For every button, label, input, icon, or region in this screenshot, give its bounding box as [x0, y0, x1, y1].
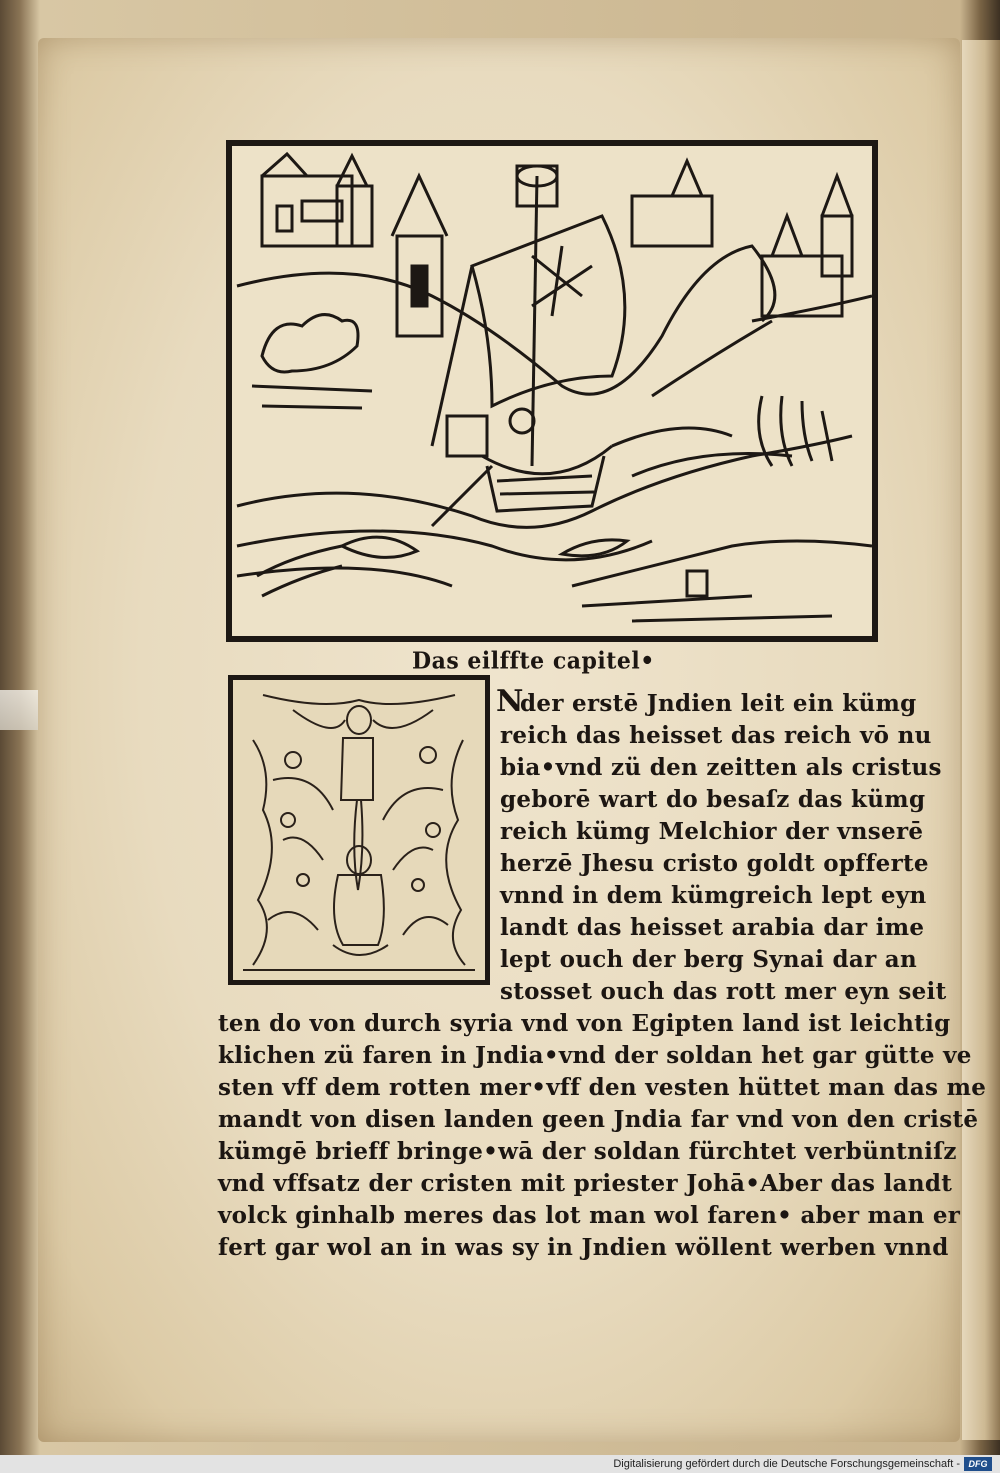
ship-scene-drawing: [232, 146, 872, 636]
text-line: kümgē brieff bringe•wā der soldan fürchtet verbüntniſz: [218, 1138, 957, 1165]
initial-letter: N: [496, 684, 524, 719]
text-line: reich kümg Melchior der vnserē: [500, 818, 924, 845]
text-line: reich das heisset das reich vō nu: [500, 722, 932, 749]
text-line: klichen zü faren in Jndia•vnd der soldan het gar gütte ve: [218, 1042, 972, 1069]
text-line: herzē Jhesu cristo goldt opfferte: [500, 850, 929, 877]
text-line: vnd vffsatz der cristen mit priester Johā•Aber das landt: [218, 1170, 953, 1197]
text-line: der erstē Jndien leit ein kümg: [520, 690, 917, 717]
text-line: bia•vnd zü den zeitten als cristus: [500, 754, 942, 781]
dfg-logo: DFG: [964, 1457, 992, 1471]
text-line: lept ouch der berg Synai dar an: [500, 946, 918, 973]
woodcut-ship-illustration: [226, 140, 878, 642]
text-line: landt das heisset arabia dar ime: [500, 914, 925, 941]
text-line: sten vff dem rotten mer•vff den vesten hüttet man das me: [218, 1074, 987, 1101]
text-line: volck ginhalb meres das lot man wol faren• aber man er: [218, 1202, 961, 1229]
text-line: geborē wart do besaſz das kümg: [500, 786, 926, 813]
footer-credit: Digitalisierung gefördert durch die Deutsche Forschungsgemeinschaft -: [613, 1458, 960, 1470]
facing-page-edge: [962, 40, 1000, 1440]
chapter-title: Das eilffte capitel•: [412, 646, 655, 676]
text-line: ten do von durch syria vnd von Egipten land ist leichtig: [218, 1010, 951, 1037]
footer-bar: [0, 1455, 1000, 1473]
tree-figures-drawing: [233, 680, 485, 980]
text-line: mandt von disen landen geen Jndia far vnd von den cristē: [218, 1106, 979, 1133]
woodcut-tree-illustration: [228, 675, 490, 985]
text-line: fert gar wol an in was sy in Jndien wöllent werben vnnd: [218, 1234, 949, 1261]
text-line: stosset ouch das rott mer eyn seit: [500, 978, 947, 1005]
text-line: vnnd in dem kümgreich lept eyn: [500, 882, 927, 909]
